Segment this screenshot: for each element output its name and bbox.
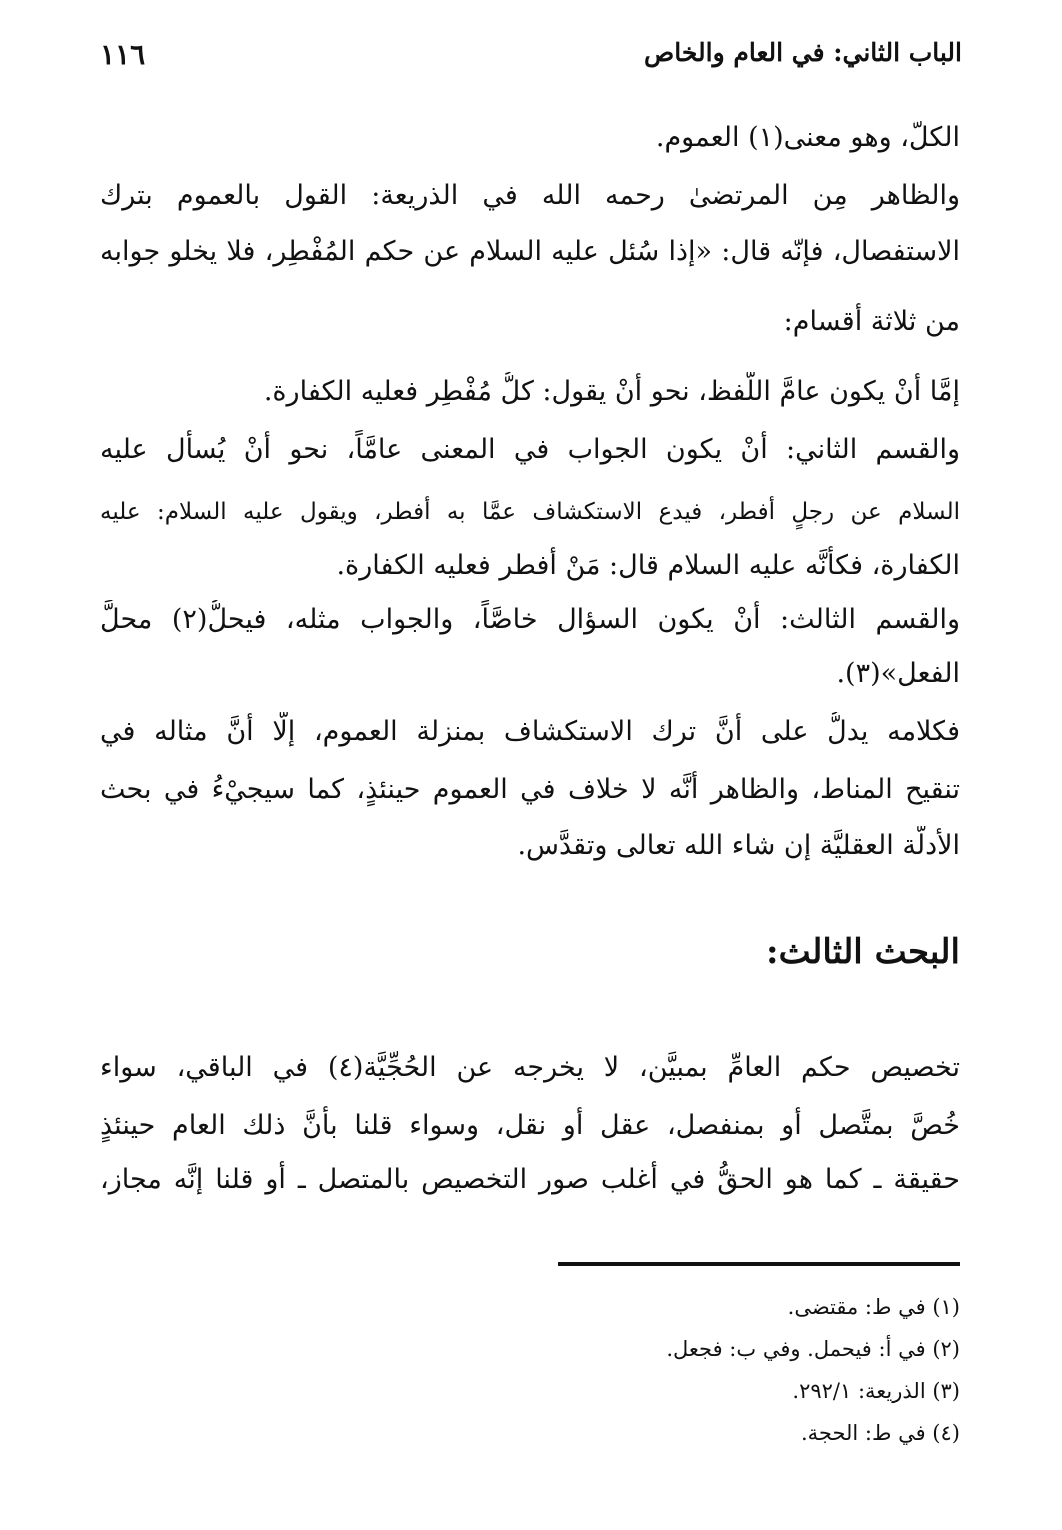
body-line: الفعل»(٣).	[836, 658, 960, 689]
section-line: حقيقة ـ كما هو الحقُّ في أغلب صور التخصيص بالمتصل ـ أو قلنا إنَّه مجاز،	[100, 1164, 960, 1195]
chapter-title: الباب الثاني: في العام والخاص	[644, 38, 962, 67]
body-line: فكلامه يدلُّ على أنَّ ترك الاستكشاف بمنزلة العموم، إلَّا أنَّ مثاله في	[100, 716, 960, 747]
footnote: (٢) في أ: فيحمل. وفي ب: فجعل.	[666, 1337, 960, 1361]
footnote: (١) في ط: مقتضى.	[787, 1295, 960, 1319]
body-line: والقسم الثالث: أنْ يكون السؤال خاصَّاً، والجواب مثله، فيحلُّ(٢) محلَّ	[100, 604, 960, 635]
footnote-separator	[558, 1262, 960, 1266]
body-line: والظاهر مِن المرتضىٰ رحمه الله في الذريعة: القول بالعموم بترك	[100, 180, 960, 211]
page-number: ١١٦	[100, 38, 146, 71]
footnote: (٣) الذريعة: ٢٩٢/١.	[792, 1379, 960, 1403]
body-line: من ثلاثة أقسام:	[783, 306, 960, 337]
section-heading: البحث الثالث:	[766, 932, 960, 972]
body-line: تنقيح المناط، والظاهر أنَّه لا خلاف في العموم حينئذٍ، كما سيجيْءُ في بحث	[100, 774, 960, 805]
body-line: الكفارة، فكأنَّه عليه السلام قال: مَنْ أفطر فعليه الكفارة.	[336, 550, 960, 581]
body-line: والقسم الثاني: أنْ يكون الجواب في المعنى عامَّاً، نحو أنْ يُسأَل عليه	[100, 434, 960, 465]
section-line: تخصيص حكم العامِّ بمبيَّن، لا يخرجه عن الحُجِّيَّة(٤) في الباقي، سواء	[100, 1052, 960, 1083]
section-line: خُصَّ بمتَّصل أو بمنفصل، عقل أو نقل، وسواء قلنا بأنَّ ذلك العام حينئذٍ	[100, 1110, 960, 1141]
body-line: الأدلَّة العقليَّة إن شاء الله تعالى وتقدَّس.	[517, 830, 960, 861]
body-line: الاستفصال، فإنّه قال: «إذا سُئل عليه السلام عن حكم المُفْطِر، فلا يخلو جوابه	[100, 236, 960, 267]
footnote: (٤) في ط: الحجة.	[800, 1421, 960, 1445]
body-line: الكلّ، وهو معنى(١) العموم.	[655, 122, 960, 153]
body-line: إمَّا أنْ يكون عامَّ اللَّفظ، نحو أنْ يقول: كلُّ مُفْطِر فعليه الكفارة.	[263, 376, 960, 407]
page-header	[100, 38, 962, 82]
body-line: السلام عن رجلٍ أفطر، فيدع الاستكشاف عمَّا به أفطر، ويقول عليه السلام: عليه	[100, 499, 960, 525]
